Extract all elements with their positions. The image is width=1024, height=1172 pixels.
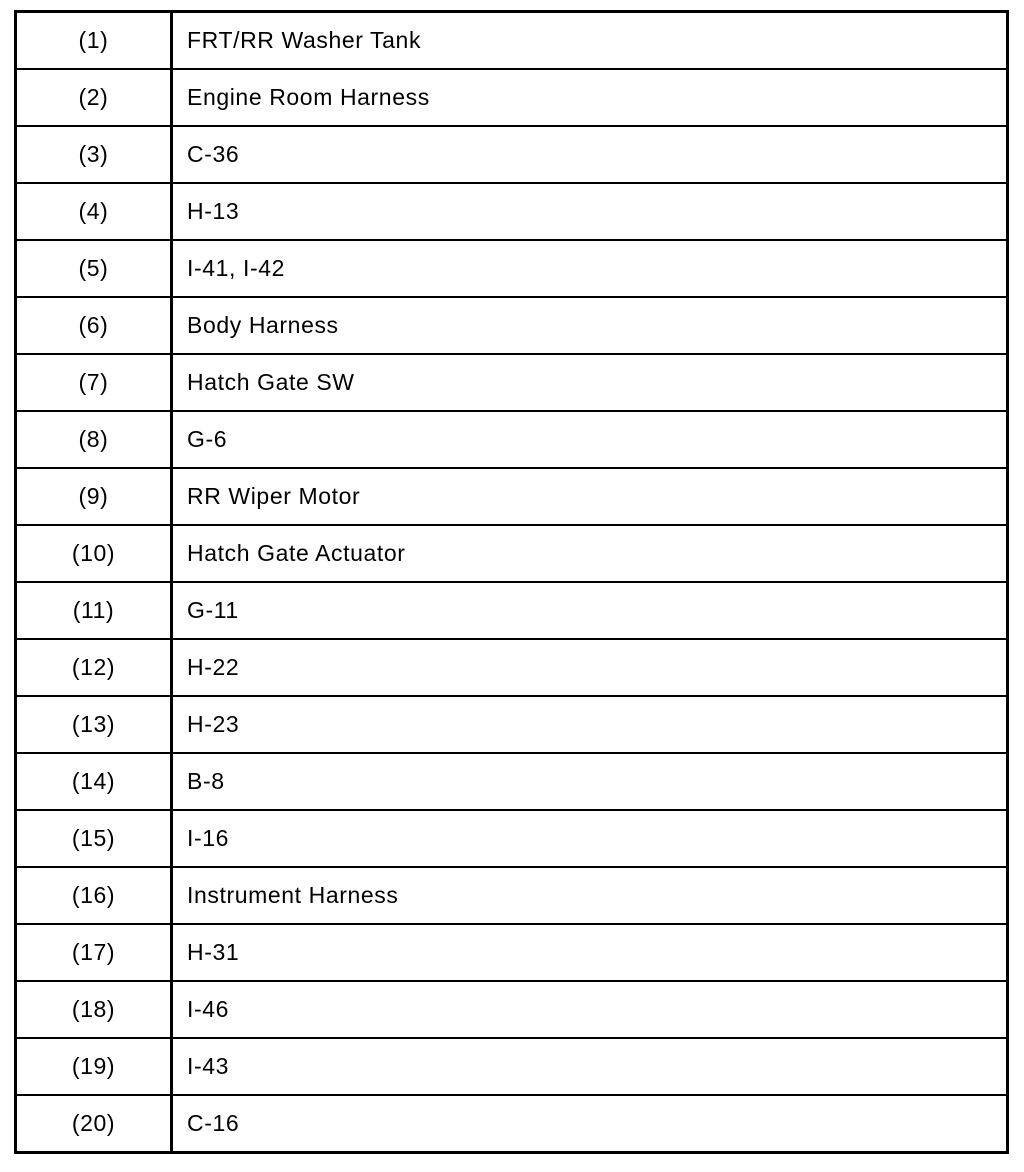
table-row bbox=[16, 867, 1008, 924]
row-number: (7) bbox=[16, 354, 172, 411]
row-number: (15) bbox=[16, 810, 172, 867]
table-row bbox=[16, 1095, 1008, 1153]
row-number: (17) bbox=[16, 924, 172, 981]
row-number: (10) bbox=[16, 525, 172, 582]
legend-table bbox=[14, 10, 1009, 1154]
row-number: (19) bbox=[16, 1038, 172, 1095]
table-row bbox=[16, 411, 1008, 468]
row-description: G-6 bbox=[172, 411, 1008, 468]
row-description: Hatch Gate Actuator bbox=[172, 525, 1008, 582]
row-number: (8) bbox=[16, 411, 172, 468]
table-row bbox=[16, 753, 1008, 810]
row-number: (2) bbox=[16, 69, 172, 126]
row-description: I-46 bbox=[172, 981, 1008, 1038]
row-description: I-43 bbox=[172, 1038, 1008, 1095]
row-number: (4) bbox=[16, 183, 172, 240]
row-number: (3) bbox=[16, 126, 172, 183]
row-description: H-23 bbox=[172, 696, 1008, 753]
table-row bbox=[16, 582, 1008, 639]
row-description: FRT/RR Washer Tank bbox=[172, 12, 1008, 70]
row-number: (9) bbox=[16, 468, 172, 525]
row-description: Hatch Gate SW bbox=[172, 354, 1008, 411]
row-description: Engine Room Harness bbox=[172, 69, 1008, 126]
row-number: (13) bbox=[16, 696, 172, 753]
row-description: C-36 bbox=[172, 126, 1008, 183]
row-number: (14) bbox=[16, 753, 172, 810]
table-row bbox=[16, 12, 1008, 70]
row-number: (18) bbox=[16, 981, 172, 1038]
row-number: (1) bbox=[16, 12, 172, 70]
row-number: (20) bbox=[16, 1095, 172, 1153]
row-description: G-11 bbox=[172, 582, 1008, 639]
table-row bbox=[16, 354, 1008, 411]
table-row bbox=[16, 126, 1008, 183]
row-description: H-31 bbox=[172, 924, 1008, 981]
table-row bbox=[16, 468, 1008, 525]
row-number: (11) bbox=[16, 582, 172, 639]
row-description: Instrument Harness bbox=[172, 867, 1008, 924]
row-description: H-22 bbox=[172, 639, 1008, 696]
table-row bbox=[16, 69, 1008, 126]
table-row bbox=[16, 639, 1008, 696]
row-description: Body Harness bbox=[172, 297, 1008, 354]
table-row bbox=[16, 240, 1008, 297]
table-row bbox=[16, 297, 1008, 354]
table-row bbox=[16, 981, 1008, 1038]
table-row bbox=[16, 924, 1008, 981]
table-row bbox=[16, 183, 1008, 240]
row-number: (6) bbox=[16, 297, 172, 354]
row-number: (12) bbox=[16, 639, 172, 696]
row-description: I-16 bbox=[172, 810, 1008, 867]
row-description: C-16 bbox=[172, 1095, 1008, 1153]
row-description: H-13 bbox=[172, 183, 1008, 240]
row-description: I-41, I-42 bbox=[172, 240, 1008, 297]
legend-table-body bbox=[16, 12, 1008, 1153]
table-row bbox=[16, 696, 1008, 753]
table-row bbox=[16, 525, 1008, 582]
table-row bbox=[16, 1038, 1008, 1095]
row-description: B-8 bbox=[172, 753, 1008, 810]
row-number: (16) bbox=[16, 867, 172, 924]
row-number: (5) bbox=[16, 240, 172, 297]
table-row bbox=[16, 810, 1008, 867]
row-description: RR Wiper Motor bbox=[172, 468, 1008, 525]
